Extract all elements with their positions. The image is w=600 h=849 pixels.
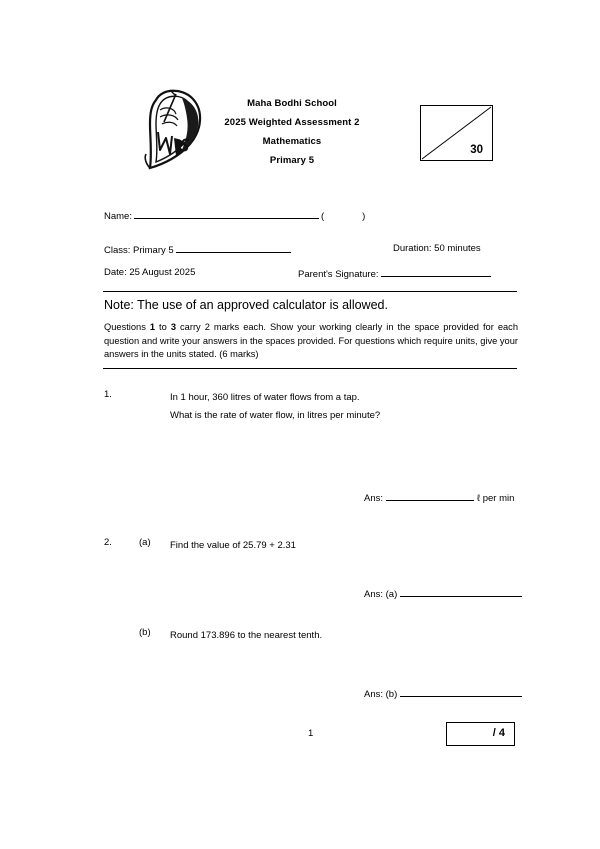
question-2b-answer-input[interactable] [400,686,522,697]
date-label: Date: 25 August 2025 [104,267,196,278]
header-title-block [212,94,372,170]
name-field-row [104,208,365,223]
question-2b-text: Round 173.896 to the nearest tenth. [170,630,323,641]
school-logo-icon [136,84,210,172]
question-1-answer-row [364,490,514,504]
question-1-line-1: In 1 hour, 360 litres of water flows from a tap. [170,392,360,403]
note-rule-bottom [103,368,517,369]
instructions-text [104,321,518,362]
total-marks-value: 30 [470,144,483,156]
calculator-note: Note: The use of an approved calculator is allowed. [104,298,388,312]
name-label: Name: [104,211,132,222]
question-2a-answer-row [364,586,525,600]
level-title: Primary 5 [269,155,315,166]
class-field-row [104,242,293,257]
question-1-number: 1. [104,389,112,400]
index-paren-open: ( [320,211,325,222]
question-1-line-2: What is the rate of water flow, in litres per minute? [170,410,381,421]
duration-label: Duration: 50 minutes [393,243,481,254]
instructions-mid: to [155,322,171,332]
total-marks-box [420,105,493,161]
question-2a-label: (a) [139,537,151,548]
paper-header [0,82,600,174]
question-2a-text: Find the value of 25.79 + 2.31 [170,540,296,551]
instructions-q-end: 3 [170,322,177,332]
parent-signature-input[interactable] [381,266,491,277]
instructions-post: carry 2 marks each. Show your working clearly in the space provided for each question and write your answers in the spaces provided. For questions which require units, give your answers in the units stated. (6 marks) [104,322,518,360]
class-label: Class: Primary 5 [104,245,174,256]
index-paren-close: ) [362,211,366,222]
page-marks-value: / 4 [492,727,505,739]
page-marks-box [446,722,515,746]
parent-signature-row [298,266,493,281]
school-name: Maha Bodhi School [247,98,337,109]
name-input[interactable] [134,208,319,219]
instructions-pre: Questions [104,322,150,332]
question-2b-answer-row [364,686,525,700]
note-rule-top [103,291,517,292]
parent-signature-label: Parent's Signature: [298,269,379,280]
question-1-answer-unit: ℓ per min [477,493,515,504]
index-number-input[interactable] [326,209,360,219]
question-2b-answer-label: Ans: (b) [364,689,398,700]
instructions-q-start: 1 [149,322,156,332]
assessment-title: 2025 Weighted Assessment 2 [224,117,360,128]
question-1-answer-input[interactable] [386,490,474,501]
question-2-number: 2. [104,537,112,548]
question-2a-answer-input[interactable] [400,586,522,597]
question-1-answer-label: Ans: [364,493,384,504]
question-2b-label: (b) [139,627,151,638]
question-2a-answer-label: Ans: (a) [364,589,398,600]
class-input[interactable] [176,242,291,253]
subject-title: Mathematics [262,136,322,147]
page-number: 1 [308,728,314,739]
